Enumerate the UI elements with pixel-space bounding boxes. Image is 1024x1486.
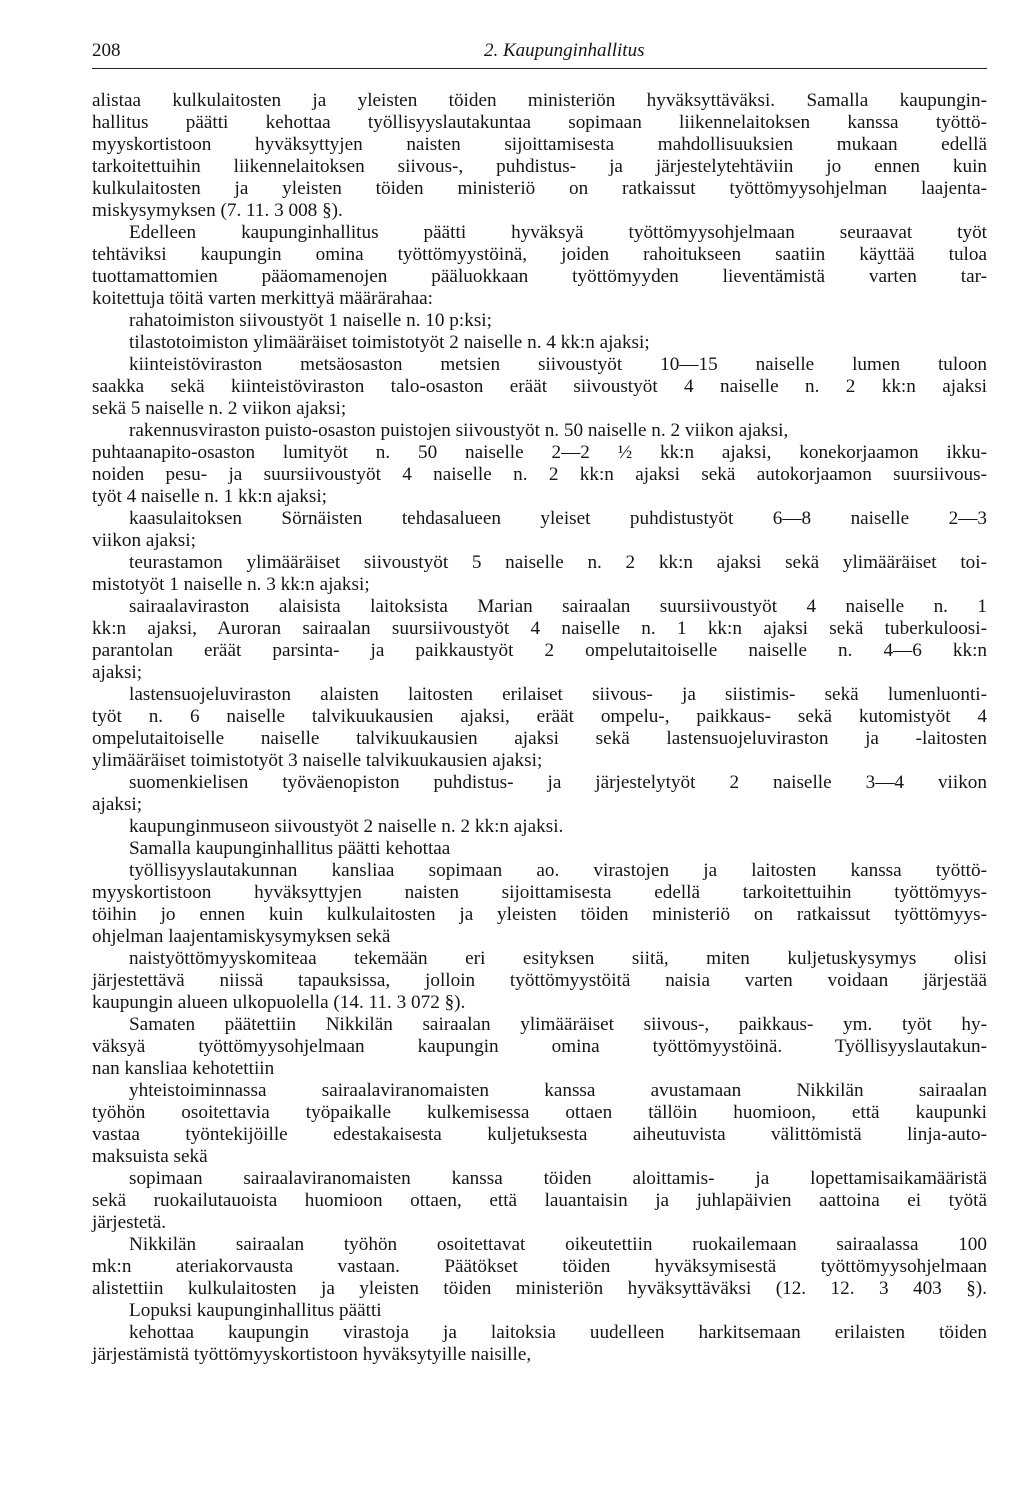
text-line: myyskortistoon hyväksyttyjen naisten sijoittamisesta mahdollisuuksien mukaan edellä bbox=[92, 134, 987, 155]
text-line: viikon ajaksi; bbox=[92, 530, 196, 551]
text-line: nan kansliaa kehotettiin bbox=[92, 1058, 275, 1079]
text-line: työt n. 6 naiselle talvikuukausien ajaksi, eräät ompelu-, paikkaus- sekä kutomistyöt 4 bbox=[92, 706, 987, 727]
text-line: työllisyyslautakunnan kansliaa sopimaan ao. virastojen ja laitosten kanssa työttö- bbox=[129, 860, 987, 881]
text-line: naistyöttömyyskomiteaa tekemään eri esityksen siitä, miten kuljetuskysymys olisi bbox=[129, 948, 987, 969]
text-line: työt 4 naiselle n. 1 kk:n ajaksi; bbox=[92, 486, 328, 507]
text-line: alistettiin kulkulaitosten ja yleisten töiden ministeriön hyväksyttäväksi (12. 12. 3 403 §). bbox=[92, 1278, 987, 1299]
text-line: rakennusviraston puisto-osaston puistojen siivoustyöt n. 50 naiselle n. 2 viikon ajaksi, bbox=[129, 420, 789, 441]
text-line: sekä ruokailutauoista huomioon ottaen, että lauantaisin ja juhlapäivien aattoina ei työtä bbox=[92, 1190, 987, 1211]
text-line: tehtäviksi kaupungin omina työttömyystöinä, joiden rahoitukseen saatiin käyttää tuloa bbox=[92, 244, 987, 265]
text-line: sekä 5 naiselle n. 2 viikon ajaksi; bbox=[92, 398, 347, 419]
running-title: 2. Kaupunginhallitus bbox=[484, 40, 645, 61]
text-line: kehottaa kaupungin virastoja ja laitoksia uudelleen harkitsemaan erilaisten töiden bbox=[129, 1322, 987, 1343]
text-line: vastaa työntekijöille edestakaisesta kuljetuksesta aiheutuvista välittömistä linja-auto- bbox=[92, 1124, 987, 1145]
text-line: ajaksi; bbox=[92, 662, 143, 683]
body-text bbox=[92, 90, 987, 1366]
text-line: tuottamattomien pääomamenojen pääluokkaan työttömyyden lieventämistä varten tar- bbox=[92, 266, 987, 287]
text-line: Lopuksi kaupunginhallitus päätti bbox=[129, 1300, 382, 1321]
text-line: mistotyöt 1 naiselle n. 3 kk:n ajaksi; bbox=[92, 574, 370, 595]
text-line: alistaa kulkulaitosten ja yleisten töiden ministeriön hyväksyttäväksi. Samalla kaupungin- bbox=[92, 90, 987, 111]
text-line: ajaksi; bbox=[92, 794, 143, 815]
text-line: yhteistoiminnassa sairaalaviranomaisten kanssa avustamaan Nikkilän sairaalan bbox=[129, 1080, 987, 1101]
text-line: suomenkielisen työväenopiston puhdistus- ja järjestelytyöt 2 naiselle 3—4 viikon bbox=[129, 772, 987, 793]
text-line: myyskortistoon hyväksyttyjen naisten sijoittamisesta edellä tarkoitettuihin työttömyys- bbox=[92, 882, 987, 903]
text-line: saakka sekä kiinteistöviraston talo-osaston eräät siivoustyöt 4 naiselle n. 2 kk:n ajaksi bbox=[92, 376, 987, 397]
text-line: ohjelman laajentamiskysymyksen sekä bbox=[92, 926, 391, 947]
text-line: noiden pesu- ja suursiivoustyöt 4 naiselle n. 2 kk:n ajaksi sekä autokorjaamon suursiivous- bbox=[92, 464, 987, 485]
text-line: rahatoimiston siivoustyöt 1 naiselle n. 10 p:ksi; bbox=[129, 310, 492, 331]
text-line: kk:n ajaksi, Auroran sairaalan suursiivoustyöt 4 naiselle n. 1 kk:n ajaksi sekä tuberkuloosi- bbox=[92, 618, 987, 639]
text-line: ompelutaitoiselle naiselle talvikuukausien ajaksi sekä lastensuojeluviraston ja -laitosten bbox=[92, 728, 987, 749]
text-line: Samaten päätettiin Nikkilän sairaalan ylimääräiset siivous-, paikkaus- ym. työt hy- bbox=[129, 1014, 987, 1035]
text-line: järjestetä. bbox=[92, 1212, 167, 1233]
text-line: miskysymyksen (7. 11. 3 008 §). bbox=[92, 200, 343, 221]
text-line: sairaalaviraston alaisista laitoksista Marian sairaalan suursiivoustyöt 4 naiselle n. 1 bbox=[129, 596, 987, 617]
text-line: työhön osoitettavia työpaikalle kulkemisessa ottaen tällöin huomioon, että kaupunki bbox=[92, 1102, 987, 1123]
text-line: parantolan eräät parsinta- ja paikkaustyöt 2 ompelutaitoiselle naiselle n. 4—6 kk:n bbox=[92, 640, 987, 661]
text-line: lastensuojeluviraston alaisten laitosten erilaiset siivous- ja siistimis- sekä lumenluonti- bbox=[129, 684, 987, 705]
text-line: sopimaan sairaalaviranomaisten kanssa töiden aloittamis- ja lopettamisaikamääristä bbox=[129, 1168, 987, 1189]
text-line: järjestettävä niissä tapauksissa, jolloin työttömyystöitä naisia varten voidaan järjestää bbox=[92, 970, 987, 991]
text-line: kaasulaitoksen Sörnäisten tehdasalueen yleiset puhdistustyöt 6—8 naiselle 2—3 bbox=[129, 508, 987, 529]
page-header bbox=[92, 40, 987, 69]
text-line: tarkoitettuihin liikennelaitoksen siivous-, puhdistus- ja järjestelytehtäviin jo ennen kuin bbox=[92, 156, 987, 177]
text-line: kiinteistöviraston metsäosaston metsien siivoustyöt 10—15 naiselle lumen tuloon bbox=[129, 354, 987, 375]
text-line: mk:n ateriakorvausta vastaan. Päätökset töiden hyväksymisestä työttömyysohjelmaan bbox=[92, 1256, 987, 1277]
text-line: Edelleen kaupunginhallitus päätti hyväksyä työttömyysohjelmaan seuraavat työt bbox=[129, 222, 987, 243]
text-line: Nikkilän sairaalan työhön osoitettavat oikeutettiin ruokailemaan sairaalassa 100 bbox=[129, 1234, 987, 1255]
text-line: maksuista sekä bbox=[92, 1146, 208, 1167]
text-line: Samalla kaupunginhallitus päätti kehottaa bbox=[129, 838, 451, 859]
text-line: väksyä työttömyysohjelmaan kaupungin omina työttömyystöinä. Työllisyyslautakun- bbox=[92, 1036, 987, 1057]
text-line: puhtaanapito-osaston lumityöt n. 50 naiselle 2—2 ½ kk:n ajaksi, konekorjaamon ikku- bbox=[92, 442, 987, 463]
text-line: järjestämistä työttömyyskortistoon hyväksytyille naisille, bbox=[92, 1344, 532, 1365]
text-line: tilastotoimiston ylimääräiset toimistotyöt 2 naiselle n. 4 kk:n ajaksi; bbox=[129, 332, 650, 353]
text-line: teurastamon ylimääräiset siivoustyöt 5 naiselle n. 2 kk:n ajaksi sekä ylimääräiset toi- bbox=[129, 552, 987, 573]
text-line: hallitus päätti kehottaa työllisyyslautakuntaa sopimaan liikennelaitoksen kanssa työttö- bbox=[92, 112, 987, 133]
text-line: kulkulaitosten ja yleisten töiden ministeriö on ratkaissut työttömyysohjelman laajenta- bbox=[92, 178, 987, 199]
page-number: 208 bbox=[92, 40, 121, 61]
text-line: töihin jo ennen kuin kulkulaitosten ja yleisten töiden ministeriö on ratkaissut työttömyys- bbox=[92, 904, 987, 925]
text-line: koitettuja töitä varten merkittyä määrärahaa: bbox=[92, 288, 433, 309]
text-line: ylimääräiset toimistotyöt 3 naiselle talvikuukausien ajaksi; bbox=[92, 750, 543, 771]
text-line: kaupunginmuseon siivoustyöt 2 naiselle n. 2 kk:n ajaksi. bbox=[129, 816, 564, 837]
text-line: kaupungin alueen ulkopuolella (14. 11. 3 072 §). bbox=[92, 992, 466, 1013]
